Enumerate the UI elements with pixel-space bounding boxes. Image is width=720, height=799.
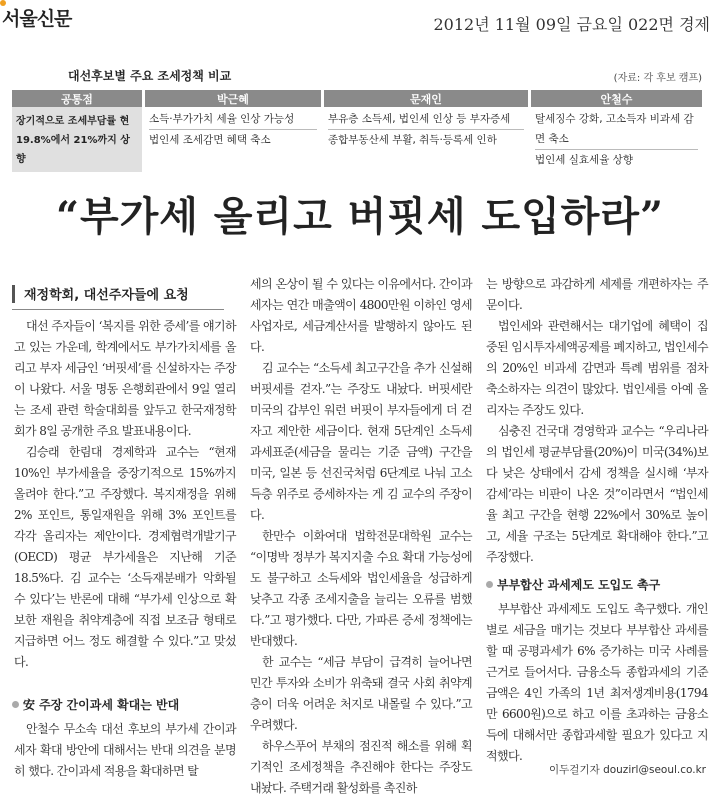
park-line-2: 법인세 조세감면 혜택 축소 bbox=[149, 134, 271, 146]
paragraph: 하우스푸어 부채의 점진적 해소를 위해 획기적인 조세정책을 추진해야 한다는 주장도 내놨다. 주택거래 활성화를 촉진하 bbox=[250, 739, 472, 795]
subhead-rule bbox=[12, 309, 224, 310]
article-column-1-tail bbox=[14, 719, 236, 782]
header-ahn: 안철수 bbox=[530, 90, 703, 107]
cell-park bbox=[144, 107, 323, 172]
header-common: 공통점 bbox=[12, 90, 144, 107]
paragraph: 김승래 한림대 경제학과 교수는 “현재 10%인 부가세율을 중장기적으로 15%까지 올려야 한다.”고 주장했다. 복지재정을 위해 2% 포인트, 통일재원을 위해 3% 포인트를 각각 올리자는 제안이다. 경제협력개발기구(OECD) 평균 부가세율은 지난해 기준 18.5%다. 김 교수는 ‘소득재분배가 악화될 수 있다’는 반론에 대해 “부가세 인상으로 확보한 재원을 취약계층에 직접 보조금 형태로 지급하면 어느 정도 해결할 수 있다.”고 맞섰다. bbox=[14, 445, 236, 669]
bullet-icon bbox=[486, 581, 493, 588]
section-heading-text: 安 주장 간이과세 확대는 반대 bbox=[23, 698, 180, 712]
newspaper-logo: 서울신문 bbox=[2, 8, 72, 30]
paragraph: 안철수 무소속 대선 후보의 부가세 간이과세자 확대 방안에 대해서는 반대 의견을 분명히 했다. 간이과세 적용을 확대하면 탈 bbox=[14, 722, 236, 778]
byline: 이두걸기자 douzirl@seoul.co.kr bbox=[549, 764, 706, 776]
common-line-1: 장기적으로 조세부담률 현 bbox=[16, 116, 130, 127]
paragraph: 대선 주자들이 ‘복지를 위한 증세’를 얘기하고 있는 가운데, 학계에서도 부가가치세를 올리고 부자 세금인 ‘버핏세’를 신설하자는 주장이 나왔다. 서울 명동 은행회관에서 9일 열리는 조세 관련 학술대회를 앞두고 한국재정학회가 8일 공개한 주요 발표내용이다. bbox=[14, 319, 236, 438]
article-column-2 bbox=[250, 274, 472, 799]
ahn-line-2: 법인세 실효세율 상향 bbox=[535, 154, 633, 166]
section-heading-1 bbox=[12, 696, 179, 713]
moon-line-2: 종합부동산세 부활, 취득·등록세 인하 bbox=[328, 134, 497, 146]
table-source: (자료: 각 후보 캠프) bbox=[613, 73, 702, 84]
article-subhead bbox=[12, 282, 224, 306]
dateline: 2012년 11월 09일 금요일 022면 경제 bbox=[433, 15, 710, 34]
paragraph: 세의 온상이 될 수 있다는 이유에서다. 간이과세자는 연간 매출액이 4800만원 이하인 영세사업자로, 세금계산서를 발행하지 않아도 된다. bbox=[250, 277, 472, 354]
policy-comparison-table bbox=[12, 90, 702, 172]
paragraph: 는 방향으로 과감하게 세제를 개편하자는 주문이다. bbox=[486, 277, 708, 312]
article-column-1 bbox=[14, 316, 236, 673]
common-line-2: 19.8%에서 21%까지 상향 bbox=[16, 135, 130, 165]
ahn-line-1: 탈세징수 강화, 고소득자 비과세 감면 축소 bbox=[535, 109, 698, 150]
paragraph: 한만수 이화여대 법학전문대학원 교수는 “이명박 정부가 복지지출 수요 확대 가능성에도 불구하고 소득세와 법인세율을 성급하게 낮추고 각종 조세지출을 늘리는 오류를 범했다.”고 평가했다. 다만, 가파른 증세 정책에는 반대했다. bbox=[250, 529, 472, 648]
section-heading-text: 부부합산 과세제도 도입도 촉구 bbox=[497, 578, 661, 592]
header-park: 박근혜 bbox=[144, 90, 323, 107]
paragraph: 한 교수는 “세금 부담이 급격히 늘어나면 민간 투자와 소비가 위축돼 결국 사회 취약계층이 더욱 어려운 처지로 내몰릴 수 있다.”고 우려했다. bbox=[250, 655, 472, 732]
subhead-bar bbox=[12, 285, 15, 303]
park-line-1: 소득·부가가치 세율 인상 가능성 bbox=[149, 109, 317, 130]
table-title: 대선후보별 주요 조세정책 비교 bbox=[68, 69, 232, 83]
subhead-text: 재정학회, 대선주자들에 요청 bbox=[24, 288, 189, 303]
cell-ahn bbox=[530, 107, 703, 172]
paragraph: 부부합산 과세제도 도입도 촉구했다. 개인별로 세금을 매기는 것보다 부부합산 과세를 할 때 공평과세가 6% 증가하는 미국 사례를 근거로 들어서다. 금융소득 종합과세의 기준금액은 4인 가족의 1년 최저생계비용(1794만 6600원)으로 하고 이를 초과하는 금융소득에 대해서만 종합과세할 필요가 있다고 지적했다. bbox=[486, 602, 708, 763]
article-headline: “부가세 올리고 버핏세 도입하라” bbox=[55, 193, 665, 240]
header-moon: 문재인 bbox=[323, 90, 530, 107]
cell-moon bbox=[323, 107, 530, 172]
paragraph: 김 교수는 “소득세 최고구간을 추가 신설해 버핏세를 걷자.”는 주장도 내놨다. 버핏세란 미국의 갑부인 워런 버핏이 부자들에게 더 걷자고 제안한 세금이다. 현재 5단계인 소득세 과세표준(세금을 물리는 기준 금액) 구간을 미국, 일본 등 선진국처럼 6단계로 나눠 고소득층 위주로 증세하자는 게 김 교수의 주장이다. bbox=[250, 361, 472, 522]
article-column-3 bbox=[486, 274, 708, 568]
paragraph: 법인세와 관련해서는 대기업에 혜택이 집중된 임시투자세액공제를 폐지하고, 법인세수의 20%인 비과세 감면과 특례 범위를 점차 축소하자는 의견이 많았다. 법인세를 아예 올리자는 주장도 있다. bbox=[486, 319, 708, 417]
bullet-icon bbox=[12, 701, 19, 708]
moon-line-1: 부유층 소득세, 법인세 인상 등 부자증세 bbox=[328, 109, 524, 130]
masthead bbox=[0, 0, 720, 46]
section-heading-2 bbox=[486, 576, 660, 593]
cell-common bbox=[12, 107, 144, 172]
paragraph: 심충진 건국대 경영학과 교수는 “우리나라의 법인세 평균부담률(20%)이 미국(34%)보다 낮은 상태에서 감세 정책을 실시해 ‘부자 감세’라는 비판이 나온 것”이라면서 “법인세율 최고 구간을 현행 22%에서 30%로 높이고, 세율 구조는 5단계로 확대해야 한다.”고 주장했다. bbox=[486, 424, 708, 564]
article-column-3-tail bbox=[486, 599, 708, 767]
